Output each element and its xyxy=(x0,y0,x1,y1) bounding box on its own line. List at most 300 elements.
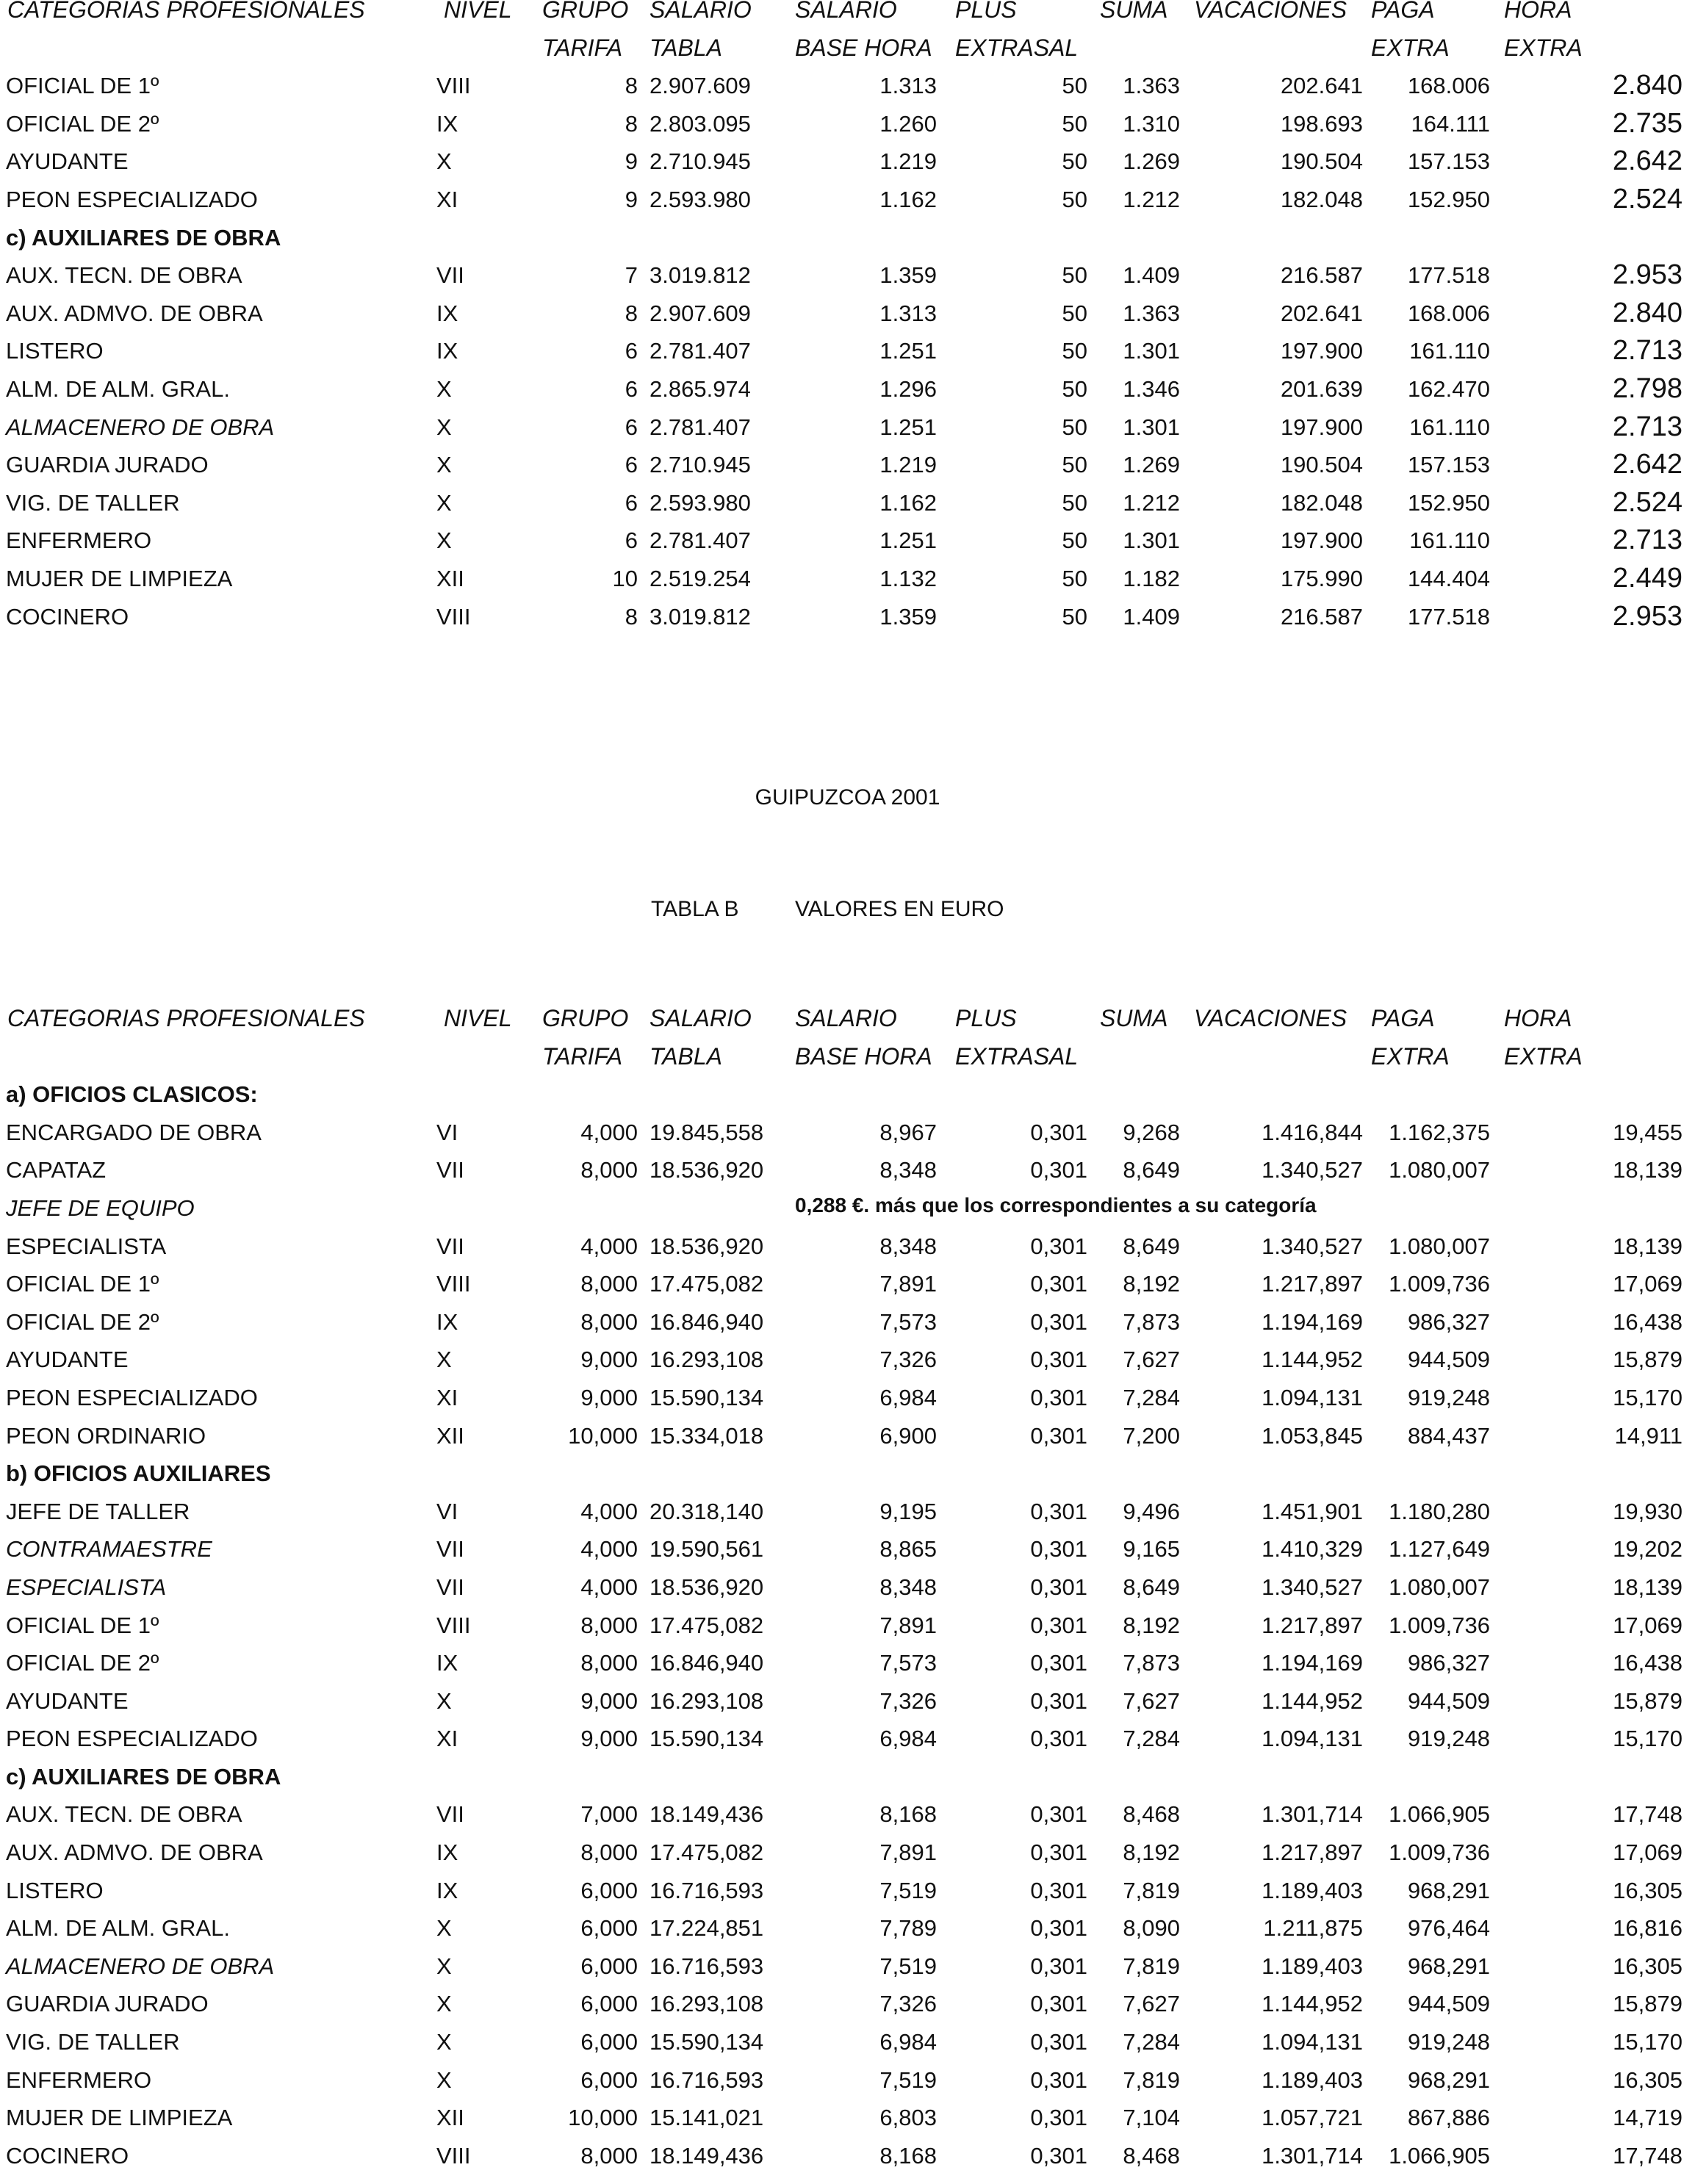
header-hora-extra: HORA xyxy=(1504,0,1572,23)
cell-suma: 7,627 xyxy=(1123,1347,1180,1373)
cell-hora-extra: 18,139 xyxy=(1613,1157,1683,1183)
cell-plus-extrasal: 0,301 xyxy=(1030,1991,1087,2017)
cell-salario-base-hora: 1.251 xyxy=(879,338,937,364)
section-title: a) OFICIOS CLASICOS: xyxy=(6,1081,258,1108)
cell-suma: 7,627 xyxy=(1123,1687,1180,1714)
cell-vacaciones: 1.189,403 xyxy=(1262,1877,1363,1903)
cell-plus-extrasal: 0,301 xyxy=(1030,1233,1087,1259)
cell-plus-extrasal: 50 xyxy=(1062,262,1087,289)
cell-vacaciones: 197.900 xyxy=(1280,414,1363,440)
cell-plus-extrasal: 0,301 xyxy=(1030,1650,1087,1676)
cell-hora-extra: 2.953 xyxy=(1612,600,1683,632)
cell-salario-base-hora: 1.260 xyxy=(879,110,937,137)
cell-grupo-tarifa: 4,000 xyxy=(580,1119,638,1145)
cell-salario-tabla: 17.475,082 xyxy=(649,1612,764,1638)
cell-vacaciones: 1.144,952 xyxy=(1262,1687,1363,1714)
cell-grupo-tarifa: 4,000 xyxy=(580,1498,638,1524)
cell-grupo-tarifa: 6,000 xyxy=(580,1991,638,2017)
cell-suma: 7,627 xyxy=(1123,1991,1180,2017)
cell-salario-base-hora: 7,573 xyxy=(879,1650,937,1676)
cell-suma: 7,873 xyxy=(1123,1308,1180,1335)
cell-hora-extra: 18,139 xyxy=(1613,1574,1683,1600)
cell-nivel: IX xyxy=(436,1877,458,1903)
cell-hora-extra: 19,455 xyxy=(1613,1119,1683,1145)
cell-salario-base-hora: 7,789 xyxy=(879,1915,937,1942)
cell-vacaciones: 197.900 xyxy=(1280,338,1363,364)
cell-salario-base-hora: 7,891 xyxy=(879,1271,937,1297)
cell-hora-extra: 19,202 xyxy=(1613,1536,1683,1563)
table-b-label: TABLA B xyxy=(651,897,739,921)
table-row xyxy=(0,1341,1695,1379)
cell-nivel: VI xyxy=(436,1498,458,1524)
cell-hora-extra: 16,816 xyxy=(1613,1915,1683,1942)
header-nivel: NIVEL xyxy=(444,0,512,23)
cell-categoria: JEFE DE TALLER xyxy=(6,1498,190,1524)
table-row xyxy=(0,181,1695,219)
cell-salario-tabla: 16.846,940 xyxy=(649,1650,764,1676)
cell-suma: 8,192 xyxy=(1123,1839,1180,1866)
cell-salario-base-hora: 1.251 xyxy=(879,527,937,554)
cell-vacaciones: 1.053,845 xyxy=(1262,1422,1363,1449)
cell-vacaciones: 1.144,952 xyxy=(1262,1991,1363,2017)
cell-grupo-tarifa: 6,000 xyxy=(580,1953,638,1979)
table-row xyxy=(0,143,1695,181)
cell-grupo-tarifa: 10,000 xyxy=(568,2105,638,2131)
header-paga-extra: EXTRA xyxy=(1371,34,1450,61)
cell-categoria: COCINERO xyxy=(6,603,129,630)
cell-salario-base-hora: 7,519 xyxy=(879,1877,937,1903)
cell-nivel: VII xyxy=(436,1157,464,1183)
header-salario-tabla: TABLA xyxy=(649,1042,722,1070)
cell-salario-tabla: 16.293,108 xyxy=(649,1991,764,2017)
cell-salario-tabla: 18.536,920 xyxy=(649,1233,764,1259)
cell-plus-extrasal: 0,301 xyxy=(1030,1801,1087,1828)
cell-vacaciones: 198.693 xyxy=(1280,110,1363,137)
cell-suma: 9,268 xyxy=(1123,1119,1180,1145)
cell-categoria: AUX. TECN. DE OBRA xyxy=(6,1801,242,1828)
table-row xyxy=(0,1795,1695,1834)
table-row xyxy=(0,560,1695,598)
cell-plus-extrasal: 0,301 xyxy=(1030,1877,1087,1903)
cell-nivel: VII xyxy=(436,262,464,289)
cell-paga-extra: 1.066,905 xyxy=(1389,1801,1490,1828)
cell-categoria: ALM. DE ALM. GRAL. xyxy=(6,1915,230,1942)
cell-grupo-tarifa: 10,000 xyxy=(568,1422,638,1449)
table-row xyxy=(0,1909,1695,1947)
table-row xyxy=(0,1644,1695,1682)
cell-vacaciones: 216.587 xyxy=(1280,262,1363,289)
cell-paga-extra: 161.110 xyxy=(1409,527,1490,554)
cell-plus-extrasal: 50 xyxy=(1062,527,1087,554)
cell-categoria: PEON ESPECIALIZADO xyxy=(6,1384,258,1410)
cell-salario-tabla: 15.590,134 xyxy=(649,1726,764,1752)
table-row xyxy=(0,1265,1695,1303)
cell-vacaciones: 197.900 xyxy=(1280,527,1363,554)
cell-vacaciones: 1.217,897 xyxy=(1262,1839,1363,1866)
header-paga-extra: PAGA xyxy=(1371,1005,1435,1031)
cell-salario-base-hora: 1.359 xyxy=(879,603,937,630)
cell-grupo-tarifa: 9,000 xyxy=(580,1347,638,1373)
cell-nivel: VI xyxy=(436,1119,458,1145)
cell-plus-extrasal: 0,301 xyxy=(1030,1726,1087,1752)
cell-hora-extra: 14,719 xyxy=(1613,2105,1683,2131)
cell-salario-base-hora: 7,326 xyxy=(879,1687,937,1714)
cell-categoria: OFICIAL DE 1º xyxy=(6,1612,159,1638)
cell-plus-extrasal: 50 xyxy=(1062,565,1087,591)
cell-nivel: VIII xyxy=(436,1271,471,1297)
cell-salario-tabla: 16.293,108 xyxy=(649,1347,764,1373)
cell-grupo-tarifa: 6,000 xyxy=(580,2029,638,2055)
cell-categoria: VIG. DE TALLER xyxy=(6,489,180,516)
cell-grupo-tarifa: 8,000 xyxy=(580,1308,638,1335)
cell-categoria: ESPECIALISTA xyxy=(6,1574,167,1600)
cell-suma: 8,090 xyxy=(1123,1915,1180,1942)
header-salario-base-hora: BASE HORA xyxy=(795,1042,932,1070)
header-salario-base-hora: BASE HORA xyxy=(795,34,932,61)
cell-plus-extrasal: 0,301 xyxy=(1030,1119,1087,1145)
cell-nivel: X xyxy=(436,1991,452,2017)
cell-grupo-tarifa: 6 xyxy=(625,338,638,364)
cell-grupo-tarifa: 10 xyxy=(612,565,638,591)
header-paga-extra: EXTRA xyxy=(1371,1042,1450,1070)
cell-paga-extra: 1.180,280 xyxy=(1389,1498,1490,1524)
cell-plus-extrasal: 0,301 xyxy=(1030,2105,1087,2131)
cell-suma: 1.301 xyxy=(1123,338,1180,364)
header-salario-tabla: SALARIO xyxy=(649,1005,752,1031)
cell-paga-extra: 968,291 xyxy=(1407,1953,1490,1979)
table-row xyxy=(0,332,1695,370)
cell-salario-base-hora: 7,519 xyxy=(879,2066,937,2093)
cell-grupo-tarifa: 6 xyxy=(625,527,638,554)
cell-categoria: OFICIAL DE 1º xyxy=(6,73,159,99)
header-row xyxy=(0,1038,1695,1076)
cell-plus-extrasal: 50 xyxy=(1062,603,1087,630)
cell-grupo-tarifa: 8 xyxy=(625,300,638,326)
cell-vacaciones: 1.194,169 xyxy=(1262,1650,1363,1676)
cell-hora-extra: 17,069 xyxy=(1613,1612,1683,1638)
cell-hora-extra: 2.713 xyxy=(1612,525,1683,556)
cell-suma: 8,468 xyxy=(1123,2142,1180,2169)
cell-hora-extra: 16,305 xyxy=(1613,2066,1683,2093)
cell-categoria: GUARDIA JURADO xyxy=(6,452,209,478)
cell-salario-tabla: 2.803.095 xyxy=(649,110,751,137)
cell-categoria: JEFE DE EQUIPO xyxy=(6,1194,195,1221)
cell-vacaciones: 1.094,131 xyxy=(1262,1726,1363,1752)
cell-grupo-tarifa: 6,000 xyxy=(580,1915,638,1942)
cell-suma: 8,192 xyxy=(1123,1612,1180,1638)
cell-grupo-tarifa: 6 xyxy=(625,414,638,440)
cell-suma: 8,468 xyxy=(1123,1801,1180,1828)
cell-nivel: XII xyxy=(436,2105,464,2131)
cell-salario-tabla: 19.845,558 xyxy=(649,1119,764,1145)
table-row xyxy=(0,2023,1695,2061)
header-hora-extra: HORA xyxy=(1504,1005,1572,1031)
cell-paga-extra: 177.518 xyxy=(1407,262,1490,289)
header-categoria: CATEGORIAS PROFESIONALES xyxy=(7,1005,365,1031)
table-row xyxy=(0,1530,1695,1568)
cell-salario-tabla: 16.716,593 xyxy=(649,1877,764,1903)
cell-plus-extrasal: 0,301 xyxy=(1030,1157,1087,1183)
cell-salario-base-hora: 7,891 xyxy=(879,1839,937,1866)
cell-categoria: OFICIAL DE 2º xyxy=(6,1650,159,1676)
cell-hora-extra: 17,069 xyxy=(1613,1271,1683,1297)
cell-plus-extrasal: 0,301 xyxy=(1030,1308,1087,1335)
section-title: b) OFICIOS AUXILIARES xyxy=(6,1460,271,1487)
cell-categoria: PEON ORDINARIO xyxy=(6,1422,206,1449)
cell-categoria: PEON ESPECIALIZADO xyxy=(6,1726,258,1752)
cell-vacaciones: 1.217,897 xyxy=(1262,1271,1363,1297)
cell-grupo-tarifa: 8,000 xyxy=(580,1650,638,1676)
cell-vacaciones: 1.189,403 xyxy=(1262,2066,1363,2093)
cell-hora-extra: 15,170 xyxy=(1613,1726,1683,1752)
cell-categoria: AYUDANTE xyxy=(6,1687,129,1714)
cell-paga-extra: 1.127,649 xyxy=(1389,1536,1490,1563)
cell-vacaciones: 1.217,897 xyxy=(1262,1612,1363,1638)
cell-nivel: XII xyxy=(436,1422,464,1449)
header-grupo-tarifa: TARIFA xyxy=(542,1042,623,1070)
cell-plus-extrasal: 50 xyxy=(1062,414,1087,440)
cell-vacaciones: 1.194,169 xyxy=(1262,1308,1363,1335)
cell-salario-tabla: 16.716,593 xyxy=(649,2066,764,2093)
header-row xyxy=(0,1000,1695,1038)
cell-salario-base-hora: 9,195 xyxy=(879,1498,937,1524)
cell-hora-extra: 2.524 xyxy=(1612,183,1683,215)
cell-vacaciones: 202.641 xyxy=(1280,73,1363,99)
cell-nivel: XI xyxy=(436,186,458,212)
cell-salario-base-hora: 8,348 xyxy=(879,1157,937,1183)
section-row xyxy=(0,1075,1695,1114)
row-note: 0,288 €. más que los correspondientes a su categoría xyxy=(795,1193,1317,1217)
cell-grupo-tarifa: 7 xyxy=(625,262,638,289)
cell-grupo-tarifa: 8 xyxy=(625,603,638,630)
cell-nivel: VIII xyxy=(436,73,471,99)
cell-nivel: X xyxy=(436,1687,452,1714)
header-plus-extrasal: EXTRASAL xyxy=(955,34,1079,61)
cell-vacaciones: 1.410,329 xyxy=(1262,1536,1363,1563)
cell-vacaciones: 202.641 xyxy=(1280,300,1363,326)
cell-nivel: IX xyxy=(436,300,458,326)
cell-nivel: X xyxy=(436,148,452,175)
cell-nivel: VII xyxy=(436,1536,464,1563)
cell-nivel: X xyxy=(436,1953,452,1979)
cell-suma: 1.363 xyxy=(1123,300,1180,326)
cell-salario-base-hora: 8,168 xyxy=(879,1801,937,1828)
cell-nivel: XII xyxy=(436,565,464,591)
cell-vacaciones: 182.048 xyxy=(1280,186,1363,212)
cell-salario-tabla: 20.318,140 xyxy=(649,1498,764,1524)
cell-suma: 1.269 xyxy=(1123,452,1180,478)
cell-categoria: ALMACENERO DE OBRA xyxy=(6,1953,275,1979)
cell-nivel: VIII xyxy=(436,1612,471,1638)
section-title: c) AUXILIARES DE OBRA xyxy=(6,224,281,251)
cell-paga-extra: 162.470 xyxy=(1407,375,1490,402)
cell-categoria: GUARDIA JURADO xyxy=(6,1991,209,2017)
cell-plus-extrasal: 0,301 xyxy=(1030,1839,1087,1866)
cell-vacaciones: 1.057,721 xyxy=(1262,2105,1363,2131)
cell-salario-base-hora: 7,891 xyxy=(879,1612,937,1638)
cell-hora-extra: 2.840 xyxy=(1612,70,1683,101)
cell-categoria: ENFERMERO xyxy=(6,2066,152,2093)
cell-plus-extrasal: 50 xyxy=(1062,375,1087,402)
header-nivel: NIVEL xyxy=(444,1005,512,1031)
cell-nivel: X xyxy=(436,1915,452,1942)
cell-paga-extra: 1.162,375 xyxy=(1389,1119,1490,1145)
table-row xyxy=(0,1947,1695,1986)
header-suma: SUMA xyxy=(1100,0,1168,23)
cell-hora-extra: 14,911 xyxy=(1614,1422,1683,1449)
header-vacaciones: VACACIONES xyxy=(1194,1005,1347,1031)
cell-nivel: VII xyxy=(436,1233,464,1259)
header-vacaciones: VACACIONES xyxy=(1194,0,1347,23)
cell-salario-tabla: 16.716,593 xyxy=(649,1953,764,1979)
cell-vacaciones: 1.451,901 xyxy=(1262,1498,1363,1524)
table-row xyxy=(0,1189,1695,1228)
cell-paga-extra: 976,464 xyxy=(1407,1915,1490,1942)
cell-suma: 1.301 xyxy=(1123,527,1180,554)
table-row xyxy=(0,2137,1695,2175)
cell-paga-extra: 1.009,736 xyxy=(1389,1612,1490,1638)
header-suma: SUMA xyxy=(1100,1005,1168,1031)
cell-salario-tabla: 17.475,082 xyxy=(649,1271,764,1297)
cell-hora-extra: 19,930 xyxy=(1613,1498,1683,1524)
cell-paga-extra: 884,437 xyxy=(1407,1422,1490,1449)
table-row xyxy=(0,67,1695,105)
cell-salario-base-hora: 6,984 xyxy=(879,1384,937,1410)
cell-grupo-tarifa: 4,000 xyxy=(580,1536,638,1563)
cell-nivel: IX xyxy=(436,1650,458,1676)
cell-hora-extra: 2.735 xyxy=(1612,107,1683,139)
cell-categoria: OFICIAL DE 2º xyxy=(6,1308,159,1335)
table-row xyxy=(0,408,1695,447)
cell-grupo-tarifa: 4,000 xyxy=(580,1233,638,1259)
cell-plus-extrasal: 50 xyxy=(1062,338,1087,364)
cell-salario-base-hora: 6,803 xyxy=(879,2105,937,2131)
table-row xyxy=(0,1834,1695,1872)
cell-salario-base-hora: 7,326 xyxy=(879,1347,937,1373)
cell-suma: 1.212 xyxy=(1123,186,1180,212)
cell-paga-extra: 161.110 xyxy=(1409,414,1490,440)
cell-vacaciones: 1.340,527 xyxy=(1262,1233,1363,1259)
cell-salario-base-hora: 1.219 xyxy=(879,452,937,478)
cell-nivel: IX xyxy=(436,110,458,137)
cell-nivel: X xyxy=(436,375,452,402)
cell-grupo-tarifa: 6 xyxy=(625,489,638,516)
cell-salario-tabla: 15.334,018 xyxy=(649,1422,764,1449)
cell-salario-base-hora: 1.313 xyxy=(879,300,937,326)
cell-paga-extra: 944,509 xyxy=(1407,1347,1490,1373)
header-grupo-tarifa: GRUPO xyxy=(542,1005,629,1031)
header-salario-base-hora: SALARIO xyxy=(795,1005,897,1031)
cell-grupo-tarifa: 6 xyxy=(625,452,638,478)
cell-nivel: IX xyxy=(436,1839,458,1866)
cell-grupo-tarifa: 4,000 xyxy=(580,1574,638,1600)
section-title: c) AUXILIARES DE OBRA xyxy=(6,1763,281,1790)
cell-suma: 1.310 xyxy=(1123,110,1180,137)
cell-grupo-tarifa: 9 xyxy=(625,148,638,175)
cell-vacaciones: 1.340,527 xyxy=(1262,1574,1363,1600)
cell-nivel: X xyxy=(436,452,452,478)
cell-salario-base-hora: 6,900 xyxy=(879,1422,937,1449)
cell-paga-extra: 944,509 xyxy=(1407,1687,1490,1714)
cell-paga-extra: 177.518 xyxy=(1407,603,1490,630)
cell-suma: 7,819 xyxy=(1123,2066,1180,2093)
cell-categoria: PEON ESPECIALIZADO xyxy=(6,186,258,212)
cell-hora-extra: 2.840 xyxy=(1612,297,1683,328)
cell-nivel: VII xyxy=(436,1801,464,1828)
cell-grupo-tarifa: 8 xyxy=(625,73,638,99)
cell-paga-extra: 944,509 xyxy=(1407,1991,1490,2017)
cell-grupo-tarifa: 8,000 xyxy=(580,1839,638,1866)
cell-suma: 7,284 xyxy=(1123,1384,1180,1410)
cell-vacaciones: 201.639 xyxy=(1280,375,1363,402)
cell-paga-extra: 164.111 xyxy=(1411,110,1490,137)
cell-paga-extra: 986,327 xyxy=(1407,1650,1490,1676)
cell-categoria: OFICIAL DE 1º xyxy=(6,1271,159,1297)
table-a xyxy=(0,0,1695,635)
cell-paga-extra: 144.404 xyxy=(1407,565,1490,591)
cell-hora-extra: 15,879 xyxy=(1613,1687,1683,1714)
cell-categoria: ENFERMERO xyxy=(6,527,152,554)
cell-paga-extra: 919,248 xyxy=(1407,2029,1490,2055)
header-salario-base-hora: SALARIO xyxy=(795,0,897,23)
cell-paga-extra: 1.080,007 xyxy=(1389,1574,1490,1600)
cell-hora-extra: 17,069 xyxy=(1613,1839,1683,1866)
cell-salario-base-hora: 1.132 xyxy=(879,565,937,591)
cell-suma: 7,284 xyxy=(1123,2029,1180,2055)
table-row xyxy=(0,2061,1695,2100)
cell-plus-extrasal: 50 xyxy=(1062,186,1087,212)
cell-categoria: ESPECIALISTA xyxy=(6,1233,167,1259)
cell-suma: 8,649 xyxy=(1123,1233,1180,1259)
cell-plus-extrasal: 0,301 xyxy=(1030,1687,1087,1714)
table-b-units: VALORES EN EURO xyxy=(795,897,1004,921)
cell-vacaciones: 1.144,952 xyxy=(1262,1347,1363,1373)
cell-categoria: MUJER DE LIMPIEZA xyxy=(6,565,233,591)
table-row xyxy=(0,2099,1695,2137)
cell-hora-extra: 2.953 xyxy=(1612,259,1683,291)
cell-hora-extra: 16,438 xyxy=(1613,1650,1683,1676)
table-row xyxy=(0,598,1695,636)
table-row xyxy=(0,1493,1695,1531)
cell-suma: 8,192 xyxy=(1123,1271,1180,1297)
cell-paga-extra: 168.006 xyxy=(1407,73,1490,99)
cell-grupo-tarifa: 8,000 xyxy=(580,1612,638,1638)
cell-suma: 7,819 xyxy=(1123,1877,1180,1903)
cell-categoria: LISTERO xyxy=(6,338,104,364)
cell-salario-tabla: 16.293,108 xyxy=(649,1687,764,1714)
cell-categoria: OFICIAL DE 2º xyxy=(6,110,159,137)
cell-grupo-tarifa: 8 xyxy=(625,110,638,137)
section-row xyxy=(0,1455,1695,1493)
cell-categoria: VIG. DE TALLER xyxy=(6,2029,180,2055)
cell-nivel: VIII xyxy=(436,2142,471,2169)
cell-suma: 1.269 xyxy=(1123,148,1180,175)
cell-nivel: XI xyxy=(436,1726,458,1752)
cell-salario-tabla: 2.907.609 xyxy=(649,300,751,326)
cell-vacaciones: 1.094,131 xyxy=(1262,2029,1363,2055)
cell-hora-extra: 2.642 xyxy=(1612,145,1683,177)
cell-salario-base-hora: 8,168 xyxy=(879,2142,937,2169)
cell-hora-extra: 2.798 xyxy=(1612,372,1683,404)
cell-plus-extrasal: 0,301 xyxy=(1030,1422,1087,1449)
cell-categoria: ENCARGADO DE OBRA xyxy=(6,1119,262,1145)
cell-grupo-tarifa: 9,000 xyxy=(580,1384,638,1410)
cell-suma: 1.301 xyxy=(1123,414,1180,440)
cell-vacaciones: 1.189,403 xyxy=(1262,1953,1363,1979)
cell-categoria: COCINERO xyxy=(6,2142,129,2169)
cell-nivel: X xyxy=(436,489,452,516)
cell-hora-extra: 16,438 xyxy=(1613,1308,1683,1335)
